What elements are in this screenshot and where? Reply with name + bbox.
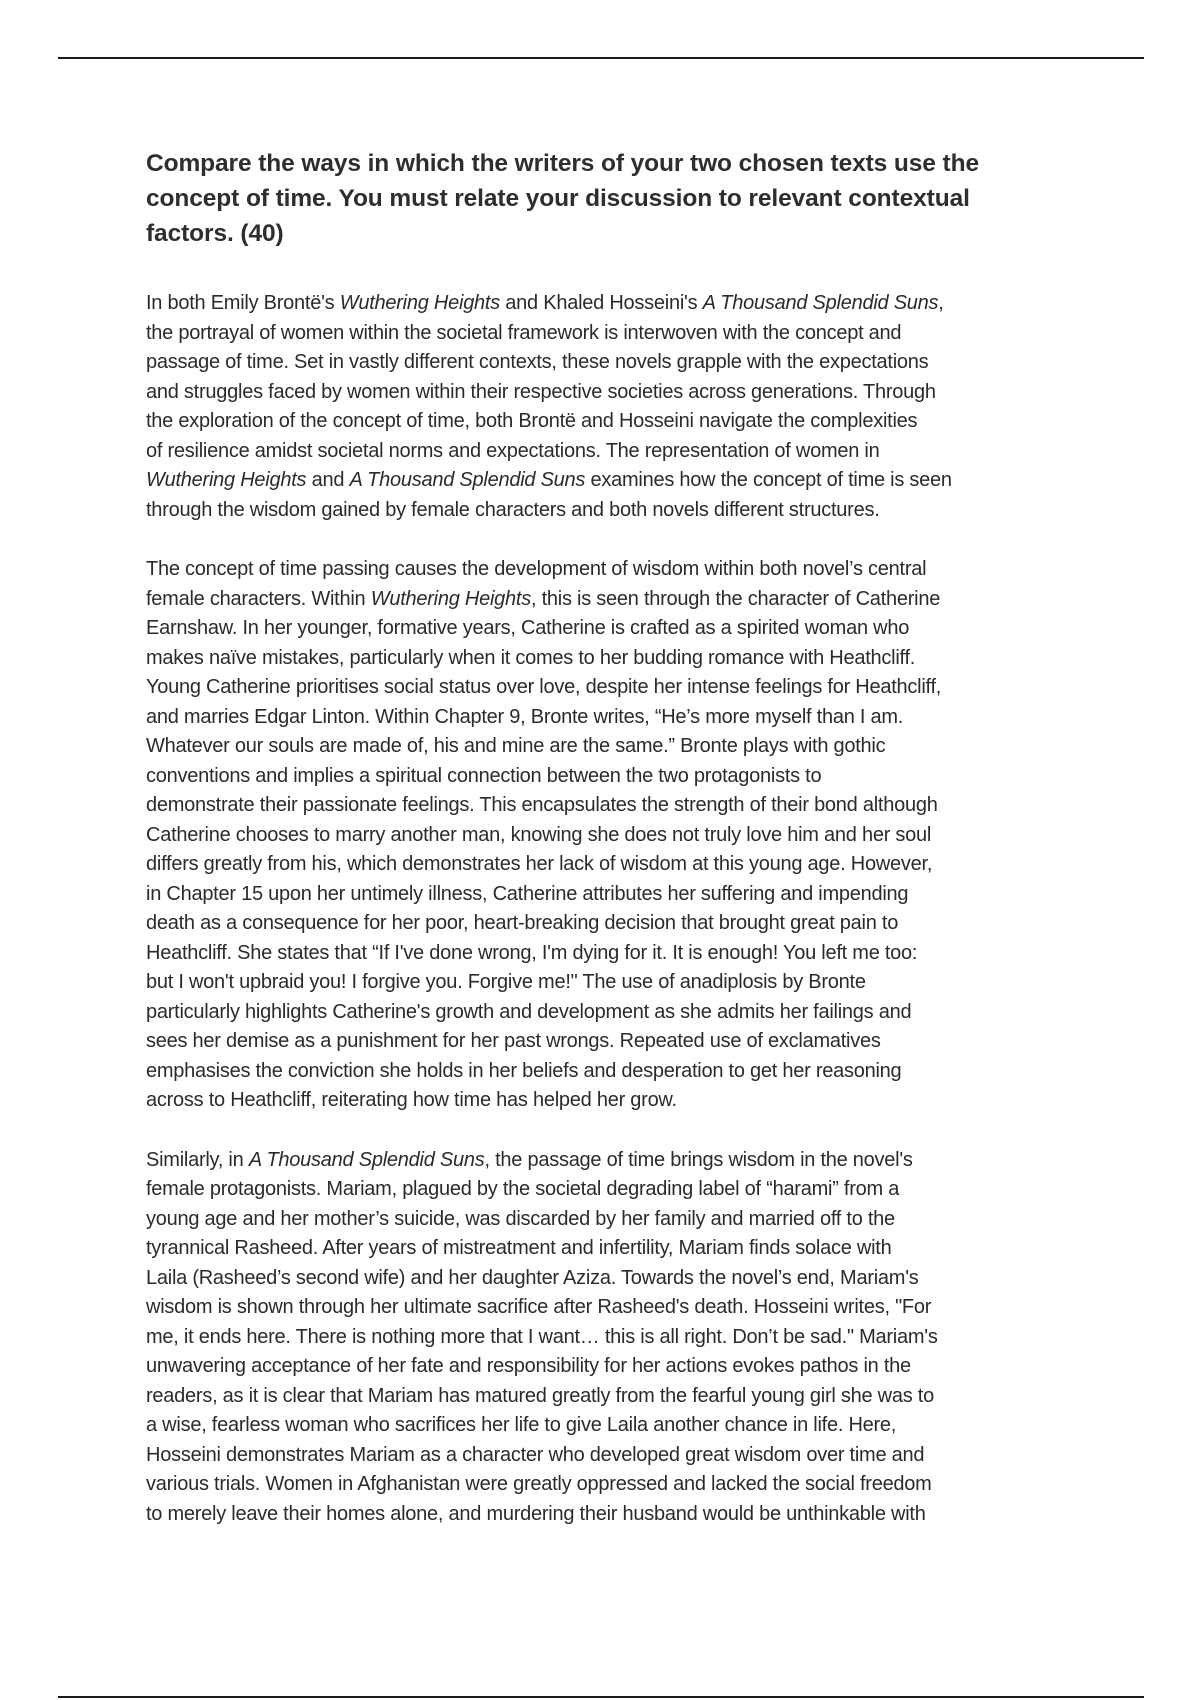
text-run: demonstrate their passionate feelings. This encapsulates the strength of their bond although xyxy=(146,794,938,816)
heading-line: factors. (40) xyxy=(146,220,284,247)
paragraph-3 xyxy=(146,1146,1066,1530)
essay-question-heading xyxy=(146,146,1066,251)
text-line xyxy=(146,378,1066,408)
text-run: Earnshaw. In her younger, formative years, Catherine is crafted as a spirited woman who xyxy=(146,617,910,639)
italic-title-text: A Thousand Splendid Suns xyxy=(349,469,586,491)
text-run: me, it ends here. There is nothing more that I want… this is all right. Don’t be sad." Mariam's xyxy=(146,1325,938,1348)
text-line xyxy=(146,821,1066,851)
text-run: death as a consequence for her poor, heart-breaking decision that brought great pain to xyxy=(146,912,899,934)
text-run: young age and her mother’s suicide, was discarded by her family and married off to the xyxy=(146,1207,895,1230)
text-run: through the wisdom gained by female characters and both novels different structures. xyxy=(146,498,880,521)
text-run: Catherine chooses to marry another man, knowing she does not truly love him and her soul xyxy=(146,823,932,846)
text-line xyxy=(146,1352,1066,1382)
text-run: the portrayal of women within the societal framework is interwoven with the concept and xyxy=(146,321,902,344)
text-line xyxy=(146,1175,1066,1205)
text-run: female protagonists. Mariam, plagued by the societal degrading label of “harami” from a xyxy=(146,1178,900,1200)
text-line xyxy=(146,939,1066,969)
document-body xyxy=(146,146,1066,1559)
text-run: female characters. Within xyxy=(146,587,371,610)
essay-paragraphs xyxy=(146,289,1066,1529)
text-run: and Khaled Hosseini's xyxy=(500,292,703,314)
heading-line: concept of time. You must relate your discussion to relevant contextual xyxy=(146,185,970,212)
text-run: particularly highlights Catherine's growth and development as she admits her failings and xyxy=(146,1000,912,1023)
bottom-divider xyxy=(58,1696,1144,1698)
paragraph-1 xyxy=(146,289,1066,525)
text-run: differs greatly from his, which demonstrates her lack of wisdom at this young age. However, xyxy=(146,853,933,875)
text-line xyxy=(146,496,1066,526)
text-run: but I won't upbraid you! I forgive you. Forgive me!" The use of anadiplosis by Bronte xyxy=(146,971,866,993)
text-run: across to Heathcliff, reiterating how time has helped her grow. xyxy=(146,1089,677,1111)
text-line xyxy=(146,1323,1066,1353)
text-run: Whatever our souls are made of, his and mine are the same.” Bronte plays with gothic xyxy=(146,735,886,757)
text-run: , xyxy=(938,292,944,314)
text-run: , the passage of time brings wisdom in the novel's xyxy=(484,1148,913,1171)
text-line xyxy=(146,1234,1066,1264)
text-run: The concept of time passing causes the development of wisdom within both novel’s central xyxy=(146,558,927,580)
text-run: tyrannical Rasheed. After years of mistreatment and infertility, Mariam finds solace with xyxy=(146,1237,892,1259)
text-run: makes naïve mistakes, particularly when it comes to her budding romance with Heathcliff. xyxy=(146,646,916,669)
text-line xyxy=(146,1441,1066,1471)
text-run: emphasises the conviction she holds in her beliefs and desperation to get her reasoning xyxy=(146,1059,902,1082)
text-line xyxy=(146,1086,1066,1116)
text-run: and marries Edgar Linton. Within Chapter 9, Bronte writes, “He’s more myself than I am. xyxy=(146,705,904,728)
text-run: wisdom is shown through her ultimate sacrifice after Rasheed's death. Hosseini writes, "For xyxy=(146,1296,932,1318)
text-line xyxy=(146,762,1066,792)
text-line xyxy=(146,1500,1066,1530)
text-line xyxy=(146,1470,1066,1500)
text-line xyxy=(146,850,1066,880)
text-run: passage of time. Set in vastly different contexts, these novels grapple with the expectations xyxy=(146,351,929,373)
text-line xyxy=(146,1382,1066,1412)
text-run: the exploration of the concept of time, both Brontë and Hosseini navigate the complexities xyxy=(146,410,918,432)
text-line xyxy=(146,1205,1066,1235)
text-line xyxy=(146,732,1066,762)
italic-title-text: A Thousand Splendid Suns xyxy=(702,292,939,314)
top-divider xyxy=(58,57,1144,59)
text-line xyxy=(146,673,1066,703)
text-line xyxy=(146,791,1066,821)
text-run: Similarly, in xyxy=(146,1148,249,1171)
text-run: conventions and implies a spiritual connection between the two protagonists to xyxy=(146,764,822,787)
italic-title-text: A Thousand Splendid Suns xyxy=(248,1148,485,1171)
text-line xyxy=(146,1264,1066,1294)
text-run: examines how the concept of time is seen xyxy=(585,469,952,491)
text-line xyxy=(146,1146,1066,1176)
text-line xyxy=(146,703,1066,733)
text-run: Heathcliff. She states that “If I've done wrong, I'm dying for it. It is enough! You left me too: xyxy=(146,941,918,964)
text-run: and struggles faced by women within their respective societies across generations. Through xyxy=(146,380,936,403)
text-line xyxy=(146,1293,1066,1323)
text-line xyxy=(146,1411,1066,1441)
italic-title-text: Wuthering Heights xyxy=(146,469,307,491)
text-run: to merely leave their homes alone, and murdering their husband would be unthinkable with xyxy=(146,1502,926,1525)
paragraph-2 xyxy=(146,555,1066,1116)
text-run: Laila (Rasheed’s second wife) and her daughter Aziza. Towards the novel’s end, Mariam's xyxy=(146,1266,919,1289)
text-line xyxy=(146,644,1066,674)
text-run: , this is seen through the character of Catherine xyxy=(530,587,941,610)
italic-title-text: Wuthering Heights xyxy=(370,587,531,610)
text-run: unwavering acceptance of her fate and responsibility for her actions evokes pathos in the xyxy=(146,1355,911,1377)
text-line xyxy=(146,289,1066,319)
text-line xyxy=(146,585,1066,615)
text-line xyxy=(146,998,1066,1028)
text-run: various trials. Women in Afghanistan were greatly oppressed and lacked the social freedom xyxy=(146,1473,932,1495)
text-line xyxy=(146,407,1066,437)
text-line xyxy=(146,968,1066,998)
italic-title-text: Wuthering Heights xyxy=(339,292,500,314)
text-run: sees her demise as a punishment for her past wrongs. Repeated use of exclamatives xyxy=(146,1030,881,1052)
text-run: in Chapter 15 upon her untimely illness, Catherine attributes her suffering and impending xyxy=(146,882,909,905)
text-run: In both Emily Brontë's xyxy=(146,292,340,314)
text-run: readers, as it is clear that Mariam has matured greatly from the fearful young girl she was to xyxy=(146,1384,934,1407)
text-line xyxy=(146,466,1066,496)
text-line xyxy=(146,880,1066,910)
text-line xyxy=(146,437,1066,467)
text-run: and xyxy=(306,469,350,491)
text-line xyxy=(146,348,1066,378)
text-line xyxy=(146,319,1066,349)
text-line xyxy=(146,1057,1066,1087)
text-run: of resilience amidst societal norms and expectations. The representation of women in xyxy=(146,439,880,462)
text-run: a wise, fearless woman who sacrifices her life to give Laila another chance in life. Here, xyxy=(146,1414,897,1436)
text-line xyxy=(146,909,1066,939)
text-run: Young Catherine prioritises social status over love, despite her intense feelings for Heathcliff, xyxy=(146,676,942,698)
text-line xyxy=(146,555,1066,585)
text-line xyxy=(146,1027,1066,1057)
text-run: Hosseini demonstrates Mariam as a character who developed great wisdom over time and xyxy=(146,1443,925,1466)
heading-line: Compare the ways in which the writers of your two chosen texts use the xyxy=(146,150,979,177)
text-line xyxy=(146,614,1066,644)
